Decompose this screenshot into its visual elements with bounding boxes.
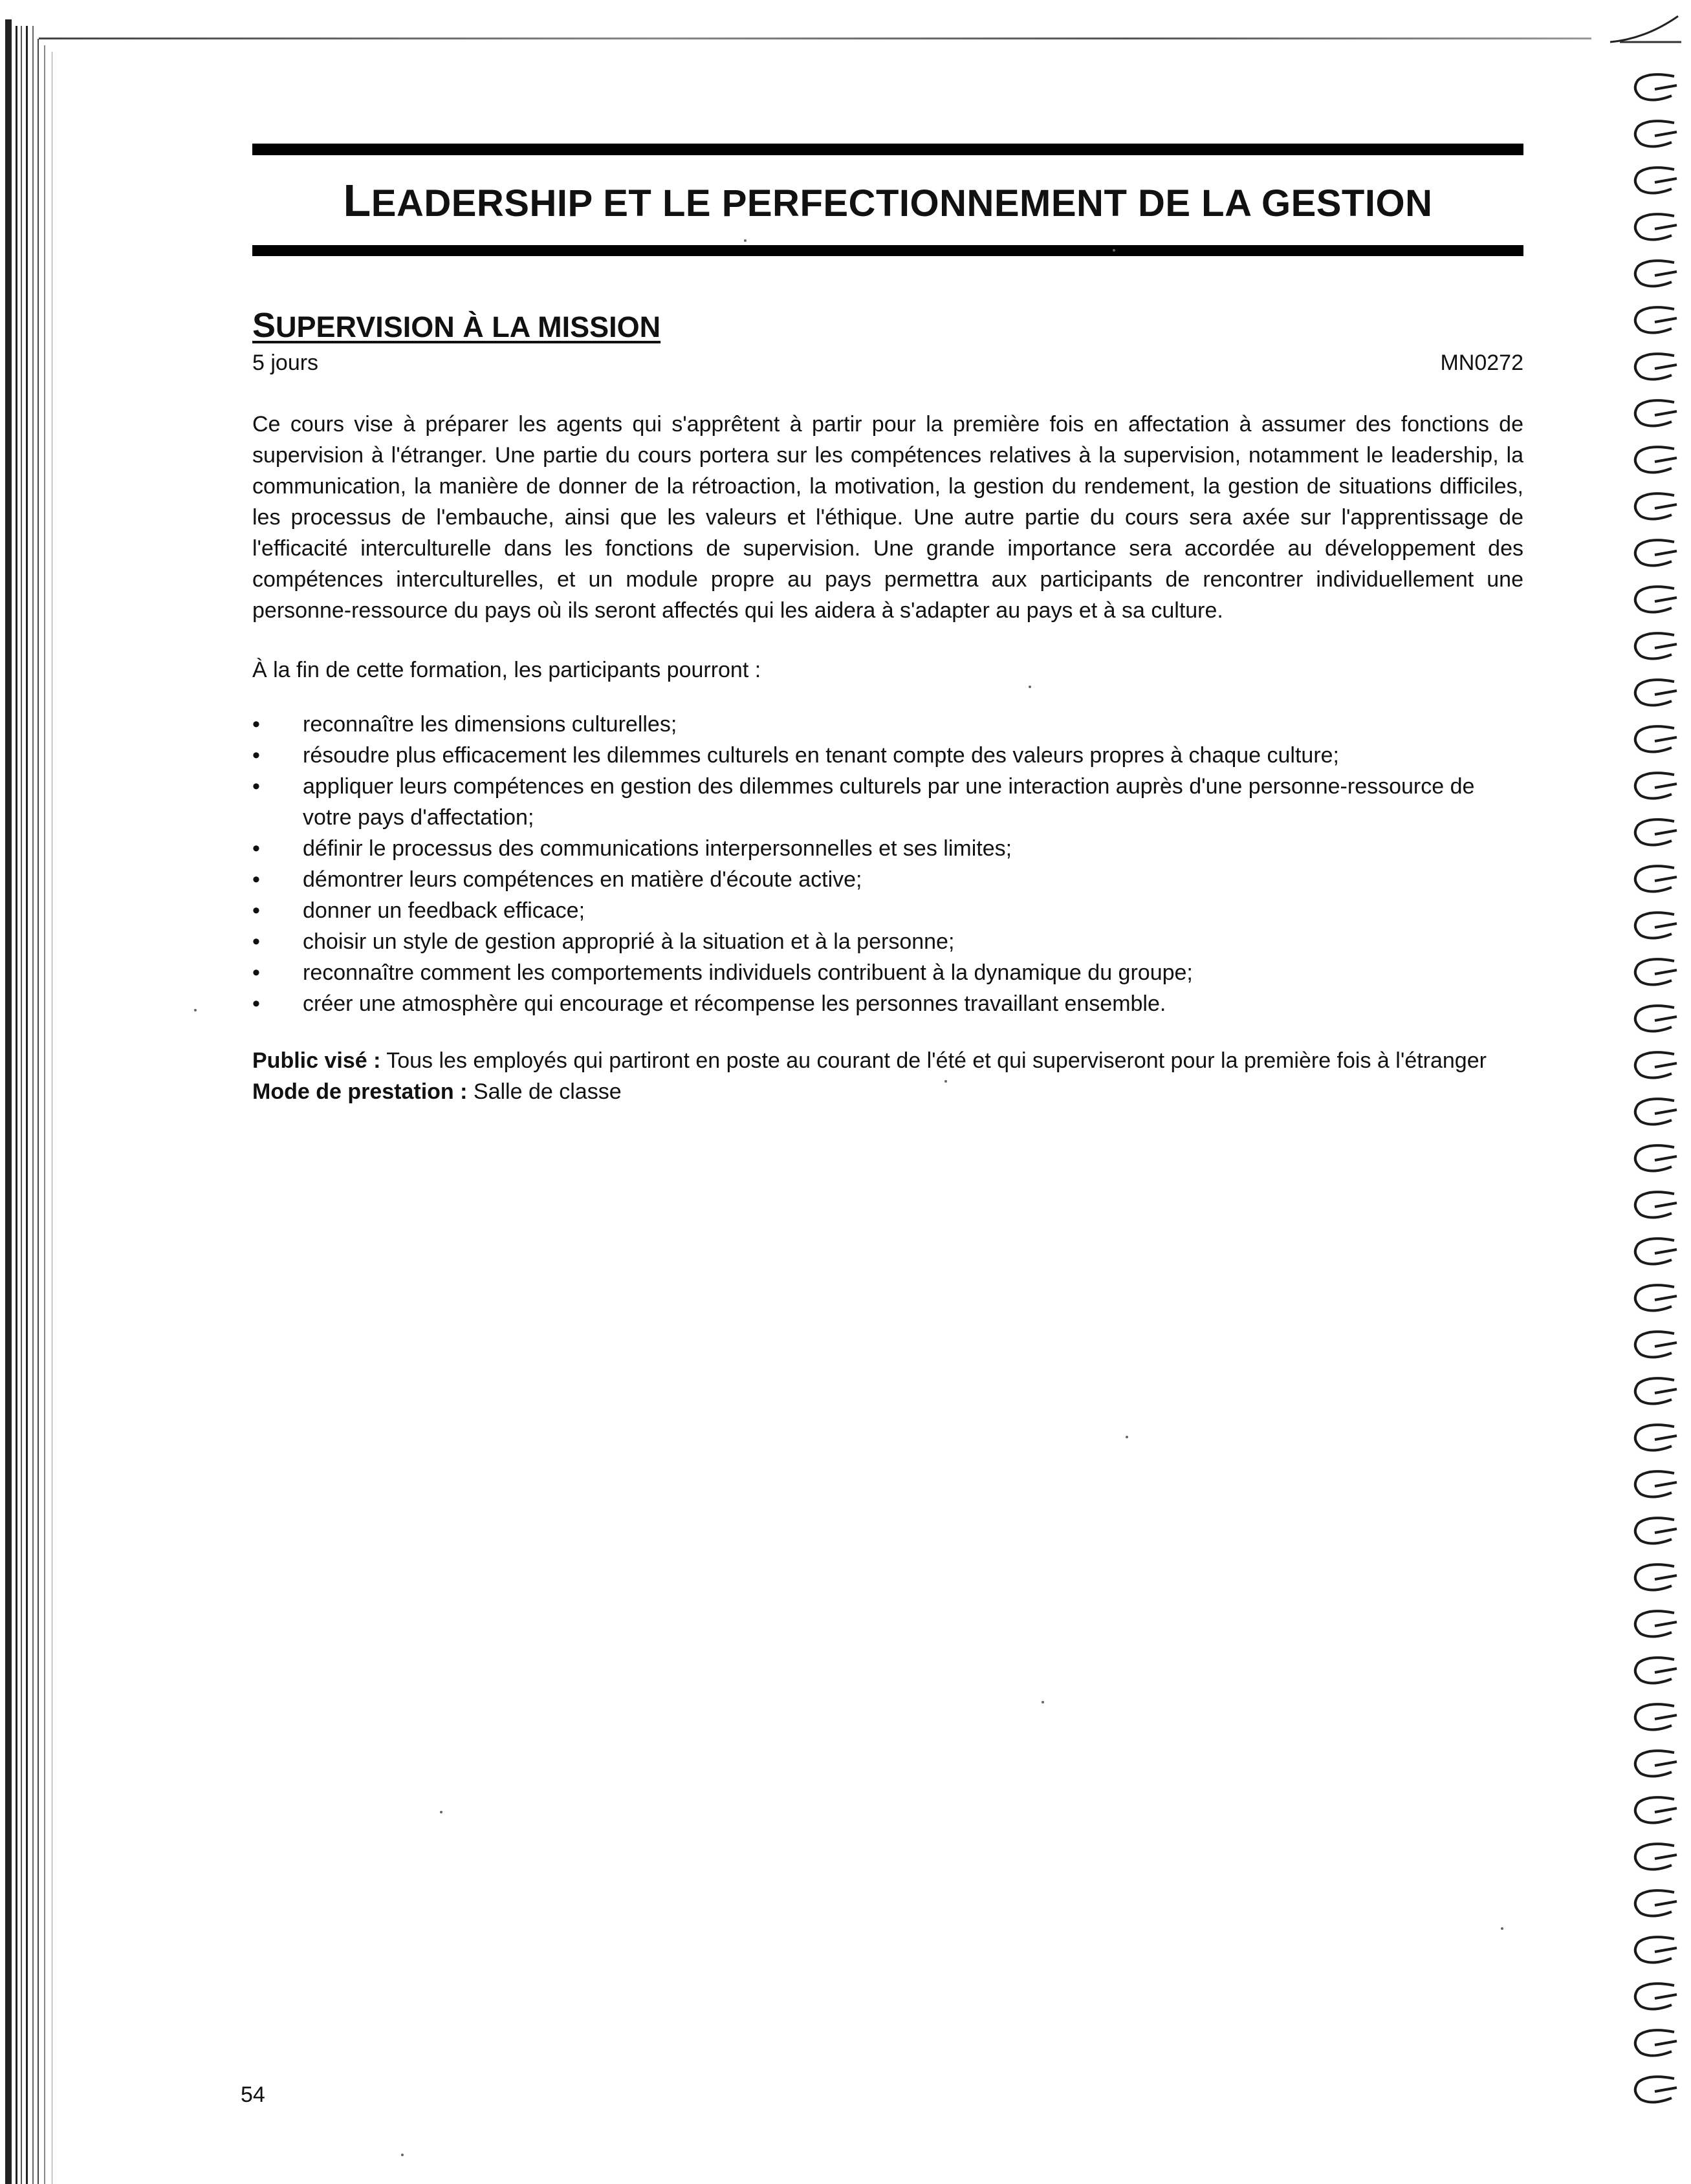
spiral-coil	[1629, 71, 1679, 105]
spiral-coil	[1629, 257, 1679, 291]
objective-item	[252, 957, 1523, 988]
spiral-coil	[1629, 1841, 1679, 1874]
catalog-page	[252, 144, 1523, 1107]
spiral-coil	[1629, 1189, 1679, 1222]
delivery-value: Salle de classe	[467, 1079, 622, 1105]
spiral-coil	[1629, 1096, 1679, 1129]
target-audience	[252, 1045, 1523, 1076]
bullet-marker: •	[252, 898, 260, 924]
objectives-list	[252, 709, 1523, 1019]
spiral-coil	[1629, 537, 1679, 570]
audience-label: Public visé :	[252, 1048, 381, 1074]
bullet-marker: •	[252, 774, 260, 799]
spiral-coil	[1629, 1422, 1679, 1455]
spiral-coil	[1629, 863, 1679, 896]
bullet-marker: •	[252, 712, 260, 737]
bullet-marker: •	[252, 836, 260, 861]
spiral-coil	[1629, 351, 1679, 384]
spiral-coil	[1629, 676, 1679, 710]
spiral-coil	[1629, 1980, 1679, 2014]
spiral-coil	[1629, 1468, 1679, 1502]
objective-item	[252, 740, 1523, 771]
spiral-coil	[1629, 164, 1679, 198]
spiral-coil	[1629, 304, 1679, 338]
objective-text: donner un feedback efficace;	[303, 898, 585, 924]
spiral-coil	[1629, 1282, 1679, 1315]
spiral-coil	[1629, 490, 1679, 524]
delivery-label: Mode de prestation :	[252, 1079, 468, 1105]
scan-speck	[401, 2154, 404, 2156]
spiral-coil	[1629, 1235, 1679, 1269]
course-meta	[252, 350, 1523, 376]
spiral-coil	[1629, 816, 1679, 850]
objective-item	[252, 709, 1523, 740]
spiral-coil	[1629, 723, 1679, 757]
delivery-mode	[252, 1076, 1523, 1107]
spiral-coil	[1629, 444, 1679, 477]
spiral-coil	[1629, 211, 1679, 244]
spiral-coil	[1629, 397, 1679, 431]
bullet-marker: •	[252, 991, 260, 1017]
header-rule-top	[252, 144, 1523, 155]
scan-speck	[1029, 686, 1031, 688]
spiral-coil	[1629, 956, 1679, 989]
objective-text: reconnaître les dimensions culturelles;	[303, 712, 677, 737]
spiral-coil	[1629, 1934, 1679, 1967]
spiral-coil	[1629, 583, 1679, 617]
bullet-marker: •	[252, 867, 260, 892]
spiral-coil	[1629, 1654, 1679, 1688]
scan-speck	[744, 239, 747, 242]
scan-speck	[1501, 1927, 1503, 1930]
spiral-coil	[1629, 1375, 1679, 1409]
spiral-coil	[1629, 1608, 1679, 1641]
scan-speck	[1113, 249, 1115, 252]
spiral-coil	[1629, 2073, 1679, 2107]
spiral-coil	[1629, 1515, 1679, 1548]
course-description: Ce cours vise à préparer les agents qui s'apprêtent à partir pour la première fois en affectation à assumer des fonctions de supervision à l'étranger. Une partie du cours portera sur les compétences relatives à la supervision, notamment le leadership, la communication, la manière de donner de la rétroaction, la motivation, la gestion du rendement, la gestion de situations difficiles, les processus de l'embauche, ainsi que les valeurs et l'éthique. Une autre partie du cours sera axée sur l'apprentissage de l'efficacité interculturelle dans les fonctions de supervision. Une grande importance sera accordée au développement des compétences interculturelles, et un module propre au pays permettra aux participants de rencontrer individuellement une personne-ressource du pays où ils seront affectés qui les aidera à s'adapter au pays et à sa culture.	[252, 412, 1523, 623]
page-number: 54	[241, 2082, 265, 2107]
bullet-marker: •	[252, 743, 260, 768]
scan-speck	[440, 1811, 442, 1813]
objectives-intro: À la fin de cette formation, les participants pourront :	[252, 658, 761, 683]
spiral-coil	[1629, 1747, 1679, 1781]
spiral-coil	[1629, 909, 1679, 943]
spiral-coil	[1629, 630, 1679, 664]
spiral-coil	[1629, 1701, 1679, 1735]
scan-speck	[194, 1009, 197, 1011]
header-rule-bottom	[252, 245, 1523, 256]
objective-text: résoudre plus efficacement les dilemmes culturels en tenant compte des valeurs propres à chaque culture;	[303, 743, 1340, 768]
objective-text: définir le processus des communications interpersonnelles et ses limites;	[303, 836, 1012, 861]
binding-edge	[0, 0, 61, 2184]
spiral-coil	[1629, 2027, 1679, 2060]
page-corner-curl	[1607, 13, 1685, 45]
objective-item	[252, 833, 1523, 864]
objective-item	[252, 864, 1523, 895]
spiral-coil	[1629, 1002, 1679, 1036]
page-top-edge	[39, 38, 1591, 39]
course-info	[252, 1045, 1523, 1107]
bullet-marker: •	[252, 929, 260, 955]
bullet-marker: •	[252, 960, 260, 986]
spiral-coil	[1629, 770, 1679, 803]
objective-item	[252, 926, 1523, 957]
spiral-coil	[1629, 118, 1679, 151]
spiral-coil	[1629, 1887, 1679, 1921]
spiral-binding	[1613, 71, 1691, 2179]
spiral-coil	[1629, 1142, 1679, 1176]
scan-speck	[1042, 1701, 1044, 1703]
objective-text: choisir un style de gestion approprié à la situation et à la personne;	[303, 929, 955, 955]
objective-text: démontrer leurs compétences en matière d'écoute active;	[303, 867, 862, 892]
spiral-coil	[1629, 1328, 1679, 1362]
spiral-coil	[1629, 1049, 1679, 1083]
objective-item	[252, 895, 1523, 926]
objective-item	[252, 988, 1523, 1019]
course-title: SUPERVISION À LA MISSION	[252, 306, 661, 345]
scan-speck	[944, 1080, 947, 1083]
course-code: MN0272	[1440, 351, 1523, 376]
audience-value: Tous les employés qui partiront en poste au courant de l'été et qui superviseront pour la première fois à l'étranger	[380, 1048, 1487, 1074]
objective-text: appliquer leurs compétences en gestion des dilemmes culturels par une interaction auprès d'une personne-ressource de votre pays d'affectation;	[303, 774, 1475, 830]
objective-text: créer une atmosphère qui encourage et récompense les personnes travaillant ensemble.	[303, 991, 1166, 1017]
page-title: LEADERSHIP ET LE PERFECTIONNEMENT DE LA GESTION	[343, 175, 1433, 226]
objective-item	[252, 771, 1523, 833]
course-duration: 5 jours	[252, 351, 319, 376]
objective-text: reconnaître comment les comportements individuels contribuent à la dynamique du groupe;	[303, 960, 1193, 986]
spiral-coil	[1629, 1794, 1679, 1828]
scan-speck	[1126, 1436, 1128, 1438]
spiral-coil	[1629, 1561, 1679, 1595]
